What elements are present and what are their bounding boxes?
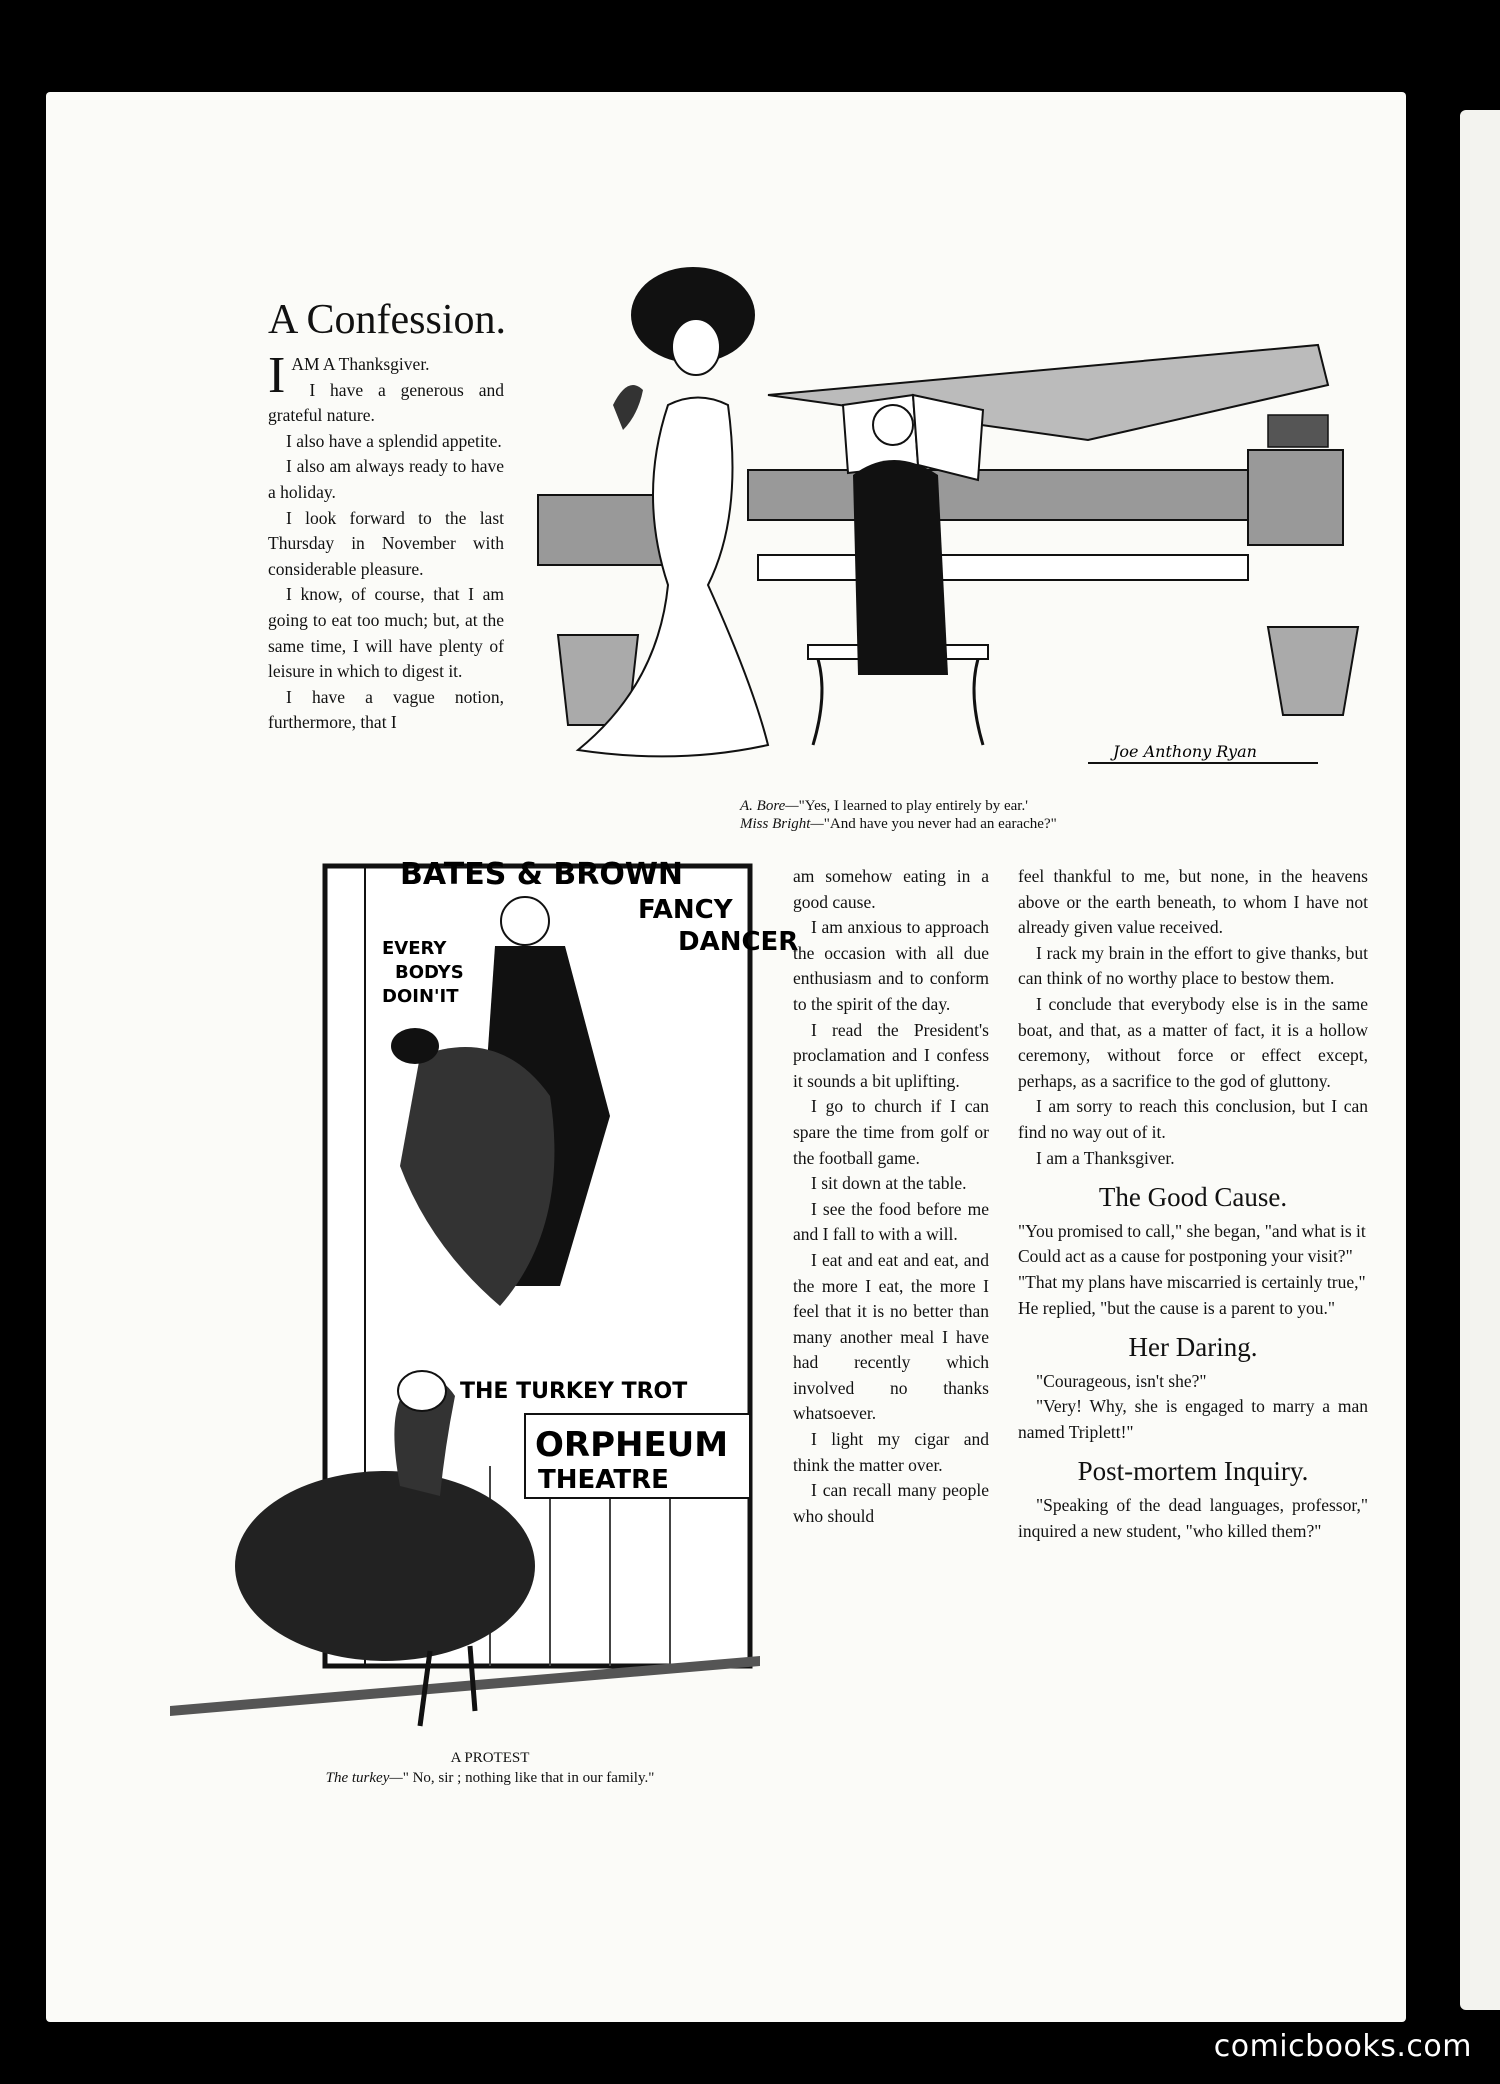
joke-line: "Courageous, isn't she?" [1036, 1370, 1207, 1391]
article-paragraph: I eat and eat and eat, and the more I eat, the more I feel that it is no better than many another meal I have had recently which involved no thanks whatsoever. [793, 1249, 989, 1424]
svg-text:FANCY: FANCY [638, 895, 733, 925]
piano-cartoon [528, 255, 1348, 785]
article-paragraph: I have a generous and grateful nature. [268, 379, 504, 426]
her-daring-title: Her Daring. [1128, 1332, 1258, 1363]
article-column-2 [793, 864, 989, 1529]
verse-line: "You promised to call," she began, "and what is it [1018, 1220, 1366, 1241]
good-cause-verse [1018, 1219, 1368, 1321]
article-paragraph: I am sorry to reach this conclusion, but I can find no way out of it. [1018, 1096, 1368, 1142]
piano-cartoon-caption: A. Bore—"Yes, I learned to play entirely by ear.' Miss Bright—"And have you never had an earache?" [740, 798, 1057, 832]
article-paragraph: I read the President's proclamation and I confess it sounds a bit uplifting. [793, 1019, 989, 1091]
cartoon-signature: Joe Anthony Ryan [1113, 742, 1257, 761]
article-paragraph: I also have a splendid appetite. [286, 430, 502, 451]
svg-text:BODYS: BODYS [395, 962, 464, 983]
article-paragraph: I rack my brain in the effort to give thanks, but can think of no worthy place to bestow them. [1018, 942, 1368, 989]
svg-text:DANCER: DANCER [678, 927, 799, 957]
article-paragraph: I sit down at the table. [811, 1173, 967, 1194]
article-paragraph: I can recall many people who should [793, 1480, 989, 1526]
svg-text:ORPHEUM: ORPHEUM [535, 1425, 729, 1465]
joke-line: "Speaking of the dead languages, professor," inquired a new student, "who killed them?" [1018, 1495, 1368, 1541]
svg-text:EVERY: EVERY [382, 938, 447, 959]
article-paragraph: IAM A Thanksgiver. [268, 347, 430, 404]
article-title: A Confession. [268, 297, 507, 343]
turkey-cartoon-caption: A PROTEST The turkey—" No, sir ; nothing like that in our family." [325, 1750, 655, 1786]
article-paragraph: I look forward to the last Thursday in November with considerable pleasure. [268, 507, 504, 579]
verse-line: He replied, "but the cause is a parent to you." [1018, 1297, 1336, 1318]
next-page-edge [1460, 110, 1500, 2010]
post-mortem-title: Post-mortem Inquiry. [1077, 1456, 1309, 1487]
article-paragraph: I have a vague notion, furthermore, that I [268, 686, 504, 733]
article-column-3 [1018, 864, 1368, 1544]
article-paragraph: I conclude that everybody else is in the same boat, and that, as a matter of fact, it is a hollow ceremony, without force or effect except, perhaps, as a sacrifice to the god of gluttony. [1018, 993, 1368, 1091]
verse-line: Could act as a cause for postponing your visit?" [1018, 1246, 1353, 1267]
article-column-1 [268, 347, 504, 736]
good-cause-title: The Good Cause. [1098, 1182, 1288, 1213]
turkey-cartoon [170, 857, 799, 1746]
article-paragraph: I go to church if I can spare the time from golf or the football game. [793, 1096, 989, 1168]
article-paragraph: feel thankful to me, but none, in the heavens above or the earth beneath, to whom I have not already given value received. [1018, 866, 1368, 938]
article-paragraph: I am anxious to approach the occasion with all due enthusiasm and to conform to the spirit of the day. [793, 917, 989, 1014]
svg-text:THEATRE: THEATRE [538, 1465, 669, 1495]
article-paragraph: I see the food before me and I fall to with a will. [793, 1198, 989, 1245]
site-watermark: comicbooks.com [1213, 2029, 1472, 2064]
article-paragraph: I light my cigar and think the matter over. [793, 1429, 989, 1475]
svg-text:THE TURKEY TROT: THE TURKEY TROT [460, 1379, 688, 1404]
article-paragraph: I also am always ready to have a holiday. [268, 456, 504, 502]
article-paragraph: I am a Thanksgiver. [1036, 1147, 1175, 1168]
svg-text:BATES & BROWN: BATES & BROWN [400, 857, 684, 892]
article-paragraph: I know, of course, that I am going to eat too much; but, at the same time, I will have plenty of leisure in which to digest it. [268, 584, 504, 682]
drop-cap: I [268, 347, 286, 404]
svg-text:DOIN'IT: DOIN'IT [382, 986, 459, 1007]
joke-line: "Very! Why, she is engaged to marry a man named Triplett!" [1018, 1396, 1368, 1442]
verse-line: "That my plans have miscarried is certainly true," [1018, 1271, 1366, 1292]
article-paragraph: am somehow eating in a good cause. [793, 866, 989, 912]
